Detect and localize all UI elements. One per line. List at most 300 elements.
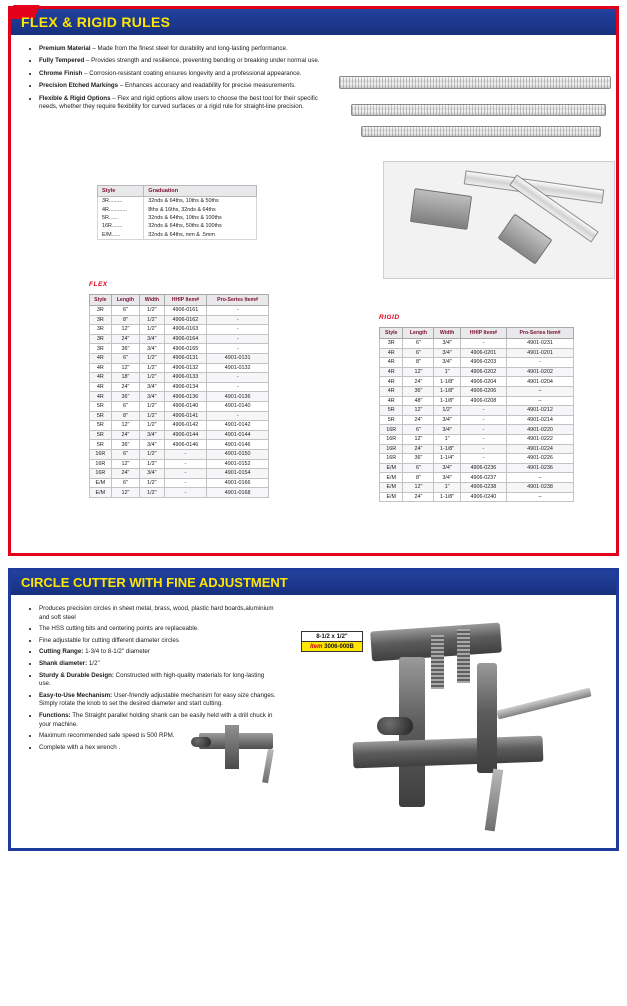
- table-row: [90, 325, 269, 335]
- cell-hhip: -: [164, 488, 207, 498]
- item-number: 3006-000B: [324, 643, 354, 650]
- cell-width: 1/2": [140, 459, 164, 469]
- bullet-text: – Corrosion-resistant coating ensures longevity and a professional appearance.: [82, 69, 302, 77]
- cell-width: 3/4": [434, 348, 460, 358]
- cell-length: 24": [403, 415, 434, 425]
- cell-length: 12": [111, 421, 140, 431]
- cell-width: 3/4": [140, 334, 164, 344]
- bullet-text: 1/2": [87, 659, 100, 667]
- cell-pro: 4901-0142: [207, 421, 269, 431]
- threaded-rod-2: [457, 629, 470, 683]
- table-row: [98, 222, 257, 230]
- cell-style: 5R: [90, 401, 112, 411]
- cell-length: 8": [403, 358, 434, 368]
- cell-style: 3R: [90, 315, 112, 325]
- cell-pro: -: [506, 358, 573, 368]
- cell-style: 4R: [380, 396, 403, 406]
- cell-length: 24": [403, 377, 434, 387]
- cell-style: 4R: [380, 348, 403, 358]
- bullet-lead: Precision Etched Markings: [39, 82, 119, 90]
- cell-hhip: 4906-0144: [164, 430, 207, 440]
- cell-style: 16R: [90, 459, 112, 469]
- bullet-lead: Flexible & Rigid Options: [39, 94, 111, 102]
- table-row: [380, 348, 574, 358]
- table-row: [380, 473, 574, 483]
- cell-width: 3/4": [434, 358, 460, 368]
- cell-style: E/M: [380, 482, 403, 492]
- cell-style: E/M: [380, 492, 403, 502]
- shank-rod: [496, 688, 591, 720]
- table-row: [90, 421, 269, 431]
- cell-length: 12": [403, 406, 434, 416]
- cell-pro: 4901-0226: [506, 454, 573, 464]
- bullet-lead: Fully Tempered: [39, 57, 85, 65]
- cell-style: 16R: [90, 469, 112, 479]
- cell-pro: 4901-0150: [207, 449, 269, 459]
- table-row: [90, 440, 269, 450]
- cell-hhip: 4906-0133: [164, 373, 207, 383]
- table-row: [380, 463, 574, 473]
- cell-style: 4R: [90, 373, 112, 383]
- cell-style: 5R......: [98, 214, 144, 222]
- cell-style: 16R: [380, 444, 403, 454]
- column-header-hhip-item: HHIP Item#: [460, 328, 506, 339]
- table-row: [380, 492, 574, 502]
- table-row: [90, 459, 269, 469]
- cell-pro: -: [207, 334, 269, 344]
- cell-style: 4R: [90, 382, 112, 392]
- bullet-text: User-friendly adjustable mechanism for easy size changes. Simply rotate the knob to set the desired diameter and start cutting.: [39, 691, 276, 708]
- bullet-text: – Provides strength and resilience, preventing bending or breaking under normal use.: [84, 57, 320, 65]
- style-graduation-table: [97, 185, 257, 240]
- cell-width: 3/4": [434, 425, 460, 435]
- cell-hhip: -: [460, 434, 506, 444]
- list-item: [39, 70, 327, 78]
- cell-hhip: 4906-0162: [164, 315, 207, 325]
- table-row: [90, 373, 269, 383]
- cell-width: 1-1/8": [434, 386, 460, 396]
- cell-hhip: -: [460, 339, 506, 349]
- cell-width: 1/2": [140, 478, 164, 488]
- cell-width: 3/4": [140, 344, 164, 354]
- cell-hhip: -: [164, 459, 207, 469]
- ruler-illustrations: [331, 64, 616, 159]
- cell-pro: 4901-0166: [207, 478, 269, 488]
- cell-pro: 4901-0132: [207, 363, 269, 373]
- combination-square-photo: [383, 161, 615, 279]
- cell-hhip: 4906-0141: [164, 411, 207, 421]
- cell-pro: 4901-0238: [506, 482, 573, 492]
- cell-width: 1/2": [140, 449, 164, 459]
- column-header-style: Style: [98, 186, 144, 197]
- column-header-hhip-item: HHIP Item#: [164, 295, 207, 306]
- cell-length: 36": [111, 344, 140, 354]
- cell-width: 1-1/8": [434, 492, 460, 502]
- cell-width: 1/2": [140, 488, 164, 498]
- cell-width: 1-1/8": [434, 377, 460, 387]
- cell-hhip: 4906-0201: [460, 348, 506, 358]
- cell-style: 5R: [90, 421, 112, 431]
- section-circle-cutter: [8, 568, 619, 851]
- cell-pro: -: [207, 315, 269, 325]
- rigid-rules-table: [379, 327, 574, 502]
- cell-length: 6": [403, 339, 434, 349]
- cell-width: 3/4": [140, 392, 164, 402]
- cell-pro: -: [207, 382, 269, 392]
- cell-pro: –: [506, 396, 573, 406]
- cell-length: 12": [111, 363, 140, 373]
- cell-pro: 4901-0201: [506, 348, 573, 358]
- cell-length: 36": [403, 454, 434, 464]
- table-row: [90, 478, 269, 488]
- cell-style: 3R: [90, 325, 112, 335]
- cell-pro: -: [207, 325, 269, 335]
- cell-pro: 4901-0136: [207, 392, 269, 402]
- cell-width: 1-1/4": [434, 454, 460, 464]
- cell-pro: 4901-0231: [506, 339, 573, 349]
- list-item: [39, 82, 327, 90]
- column-header-style: Style: [380, 328, 403, 339]
- steel-rule-image-2: [351, 104, 606, 116]
- column-header-length: Length: [111, 295, 140, 306]
- cell-hhip: 4906-0142: [164, 421, 207, 431]
- cell-hhip: 4906-0208: [460, 396, 506, 406]
- cell-width: 3/4": [140, 430, 164, 440]
- table-row: [90, 488, 269, 498]
- cell-length: 8": [111, 411, 140, 421]
- flex-rules-table: [89, 294, 269, 498]
- table-row: [98, 231, 257, 240]
- column-header-graduation: Graduation: [144, 186, 257, 197]
- cell-width: 3/4": [140, 382, 164, 392]
- cell-width: 1/2": [140, 325, 164, 335]
- cell-pro: 4901-0154: [207, 469, 269, 479]
- cell-hhip: -: [460, 454, 506, 464]
- small-cutter-knob: [191, 737, 211, 747]
- cell-width: 1/2": [140, 315, 164, 325]
- cell-length: 6": [403, 348, 434, 358]
- cell-hhip: -: [164, 469, 207, 479]
- column-header-width: Width: [140, 295, 164, 306]
- cell-hhip: 4906-0236: [460, 463, 506, 473]
- cell-hhip: 4906-0136: [164, 392, 207, 402]
- cell-width: 1/2": [140, 306, 164, 316]
- cell-pro: 4901-0140: [207, 401, 269, 411]
- cell-length: 12": [111, 459, 140, 469]
- cell-hhip: -: [460, 444, 506, 454]
- cell-style: 16R: [380, 454, 403, 464]
- cell-style: 4R: [380, 386, 403, 396]
- cell-length: 24": [403, 492, 434, 502]
- cell-style: 3R: [90, 306, 112, 316]
- cell-style: 3R: [380, 339, 403, 349]
- cutter-slide-block: [477, 663, 497, 773]
- cell-hhip: -: [164, 478, 207, 488]
- cell-style: 3R.........: [98, 197, 144, 206]
- cell-hhip: -: [460, 415, 506, 425]
- cell-style: E/M: [380, 473, 403, 483]
- cell-length: 12": [403, 367, 434, 377]
- column-header-length: Length: [403, 328, 434, 339]
- table-row: [380, 377, 574, 387]
- cell-width: 3/4": [434, 463, 460, 473]
- list-item: [39, 637, 277, 646]
- cell-width: 1/2": [140, 363, 164, 373]
- cell-width: 1/2": [434, 406, 460, 416]
- table-row: [380, 406, 574, 416]
- bullet-text: Produces precision circles in sheet metal, brass, wood, plastic hard boards,aluminium and soft steel: [39, 605, 274, 621]
- bullet-text: – Enhances accuracy and readability for precise measurements.: [118, 82, 296, 90]
- square-head-1: [410, 188, 472, 230]
- table-row: [90, 469, 269, 479]
- cell-hhip: 4906-0140: [164, 401, 207, 411]
- cell-style: 3R: [90, 334, 112, 344]
- spec-size: 8-1/2 x 1/2": [301, 631, 363, 642]
- cell-pro: 4901-0152: [207, 459, 269, 469]
- table-row: [380, 454, 574, 464]
- table-row: [98, 214, 257, 222]
- cell-pro: -: [207, 344, 269, 354]
- cell-style: 4R: [90, 363, 112, 373]
- cell-pro: –: [506, 492, 573, 502]
- cell-style: 5R: [380, 415, 403, 425]
- list-item: [39, 660, 277, 669]
- cell-length: 48": [403, 396, 434, 406]
- cell-length: 24": [111, 469, 140, 479]
- section1-bullets: [27, 45, 327, 115]
- cell-pro: 4901-0202: [506, 367, 573, 377]
- cell-length: 6": [403, 463, 434, 473]
- table-row: [90, 392, 269, 402]
- cell-hhip: 4906-0206: [460, 386, 506, 396]
- item-label: Item: [310, 643, 323, 650]
- cell-pro: 4901-0222: [506, 434, 573, 444]
- cell-width: 3/4": [434, 415, 460, 425]
- cell-width: 1": [434, 482, 460, 492]
- cell-style: E/M......: [98, 231, 144, 240]
- table-row: [90, 306, 269, 316]
- cell-style: 4R: [90, 353, 112, 363]
- cell-style: 4R: [90, 392, 112, 402]
- spec-item-number: [301, 642, 363, 652]
- cell-length: 6": [403, 425, 434, 435]
- column-header-proseries-item: Pro-Series Item#: [207, 295, 269, 306]
- cell-style: 5R: [380, 406, 403, 416]
- cutting-bit: [485, 769, 504, 832]
- bullet-lead: Functions:: [39, 711, 71, 719]
- cell-width: 1-1/8": [434, 444, 460, 454]
- list-item: [39, 672, 277, 689]
- cell-hhip: 4906-0203: [460, 358, 506, 368]
- cell-pro: 4901-0168: [207, 488, 269, 498]
- cell-pro: 4901-0146: [207, 440, 269, 450]
- cell-style: 5R: [90, 440, 112, 450]
- cell-length: 24": [111, 430, 140, 440]
- rigid-table-label: RIGID: [379, 314, 400, 321]
- section1-header-bar: [11, 9, 616, 35]
- list-item: [39, 648, 277, 657]
- bullet-lead: Shank diameter:: [39, 659, 88, 667]
- table-row: [90, 449, 269, 459]
- cell-width: 3/4": [434, 339, 460, 349]
- bullet-text: – Made from the finest steel for durability and long-lasting performance.: [90, 45, 288, 52]
- cell-style: 3R: [90, 344, 112, 354]
- cell-width: 3/4": [434, 473, 460, 483]
- table-header-row: [90, 295, 269, 306]
- section2-header-bar: [11, 571, 616, 595]
- cell-width: 3/4": [140, 440, 164, 450]
- cell-width: 1": [434, 434, 460, 444]
- table-row: [98, 197, 257, 206]
- cutter-arm-bottom: [353, 736, 544, 769]
- cell-hhip: 4906-0132: [164, 363, 207, 373]
- cell-pro: 4901-0214: [506, 415, 573, 425]
- cell-hhip: 4906-0204: [460, 377, 506, 387]
- cell-graduation: 8ths & 16ths, 32nds & 64ths: [144, 205, 257, 213]
- cell-pro: 4901-0131: [207, 353, 269, 363]
- bullet-text: Fine adjustable for cutting different diameter circles: [39, 636, 179, 644]
- table-row: [90, 344, 269, 354]
- cell-length: 12": [111, 325, 140, 335]
- table-row: [98, 205, 257, 213]
- cell-pro: 4901-0224: [506, 444, 573, 454]
- bullet-lead: Sturdy & Durable Design:: [39, 671, 114, 679]
- cell-style: 16R: [380, 434, 403, 444]
- cell-width: 1/2": [140, 401, 164, 411]
- cell-hhip: 4906-0163: [164, 325, 207, 335]
- cell-hhip: 4906-0238: [460, 482, 506, 492]
- flex-table-label: FLEX: [89, 281, 108, 288]
- list-item: [39, 625, 277, 634]
- threaded-rod-1: [431, 635, 444, 689]
- table-row: [90, 353, 269, 363]
- cell-width: 1/2": [140, 421, 164, 431]
- cell-graduation: 32nds & 64ths, 10ths & 50ths: [144, 197, 257, 206]
- column-header-proseries-item: Pro-Series Item#: [506, 328, 573, 339]
- cell-style: E/M: [90, 478, 112, 488]
- cell-length: 6": [111, 306, 140, 316]
- bullet-text: The Straight parallel holding shank can be easily held with a drill chuck in your machine.: [39, 711, 273, 728]
- cell-length: 24": [111, 382, 140, 392]
- cell-hhip: -: [460, 406, 506, 416]
- cell-length: 36": [403, 386, 434, 396]
- cell-graduation: 32nds & 64ths, 50ths & 100ths: [144, 222, 257, 230]
- square-head-2: [498, 214, 553, 265]
- cell-length: 6": [111, 449, 140, 459]
- cell-pro: 4901-0220: [506, 425, 573, 435]
- column-header-width: Width: [434, 328, 460, 339]
- cell-style: 4R: [380, 358, 403, 368]
- table-row: [380, 339, 574, 349]
- cell-length: 12": [403, 482, 434, 492]
- bullet-text: – Flex and rigid options allow users to choose the best tool for their specific needs, whether they require flexibility for curved surfaces or a rigid rule for straight-line precision.: [39, 94, 318, 111]
- cell-length: 24": [111, 334, 140, 344]
- list-item: [39, 95, 327, 112]
- cell-pro: –: [506, 386, 573, 396]
- cell-width: 3/4": [140, 469, 164, 479]
- cell-length: 6": [111, 353, 140, 363]
- cell-hhip: -: [164, 449, 207, 459]
- cell-style: E/M: [90, 488, 112, 498]
- table-row: [380, 396, 574, 406]
- section1-title: FLEX & RIGID RULES: [21, 14, 171, 30]
- bullet-text: 1-3/4 to 8-1/2" diameter: [83, 648, 150, 656]
- table-row: [380, 358, 574, 368]
- cell-width: 1/2": [140, 353, 164, 363]
- cell-hhip: 4906-0165: [164, 344, 207, 354]
- ruler-ticks: [362, 127, 600, 136]
- bullet-lead: Easy-to-Use Mechanism:: [39, 691, 113, 699]
- cell-hhip: 4906-0240: [460, 492, 506, 502]
- cell-hhip: 4906-0146: [164, 440, 207, 450]
- cell-length: 36": [111, 392, 140, 402]
- cell-pro: -: [207, 411, 269, 421]
- cell-style: 5R: [90, 411, 112, 421]
- bullet-lead: Premium Material: [39, 45, 91, 52]
- cell-length: 8": [111, 315, 140, 325]
- table-row: [90, 334, 269, 344]
- cell-width: 1-1/8": [434, 396, 460, 406]
- cell-width: 1": [434, 367, 460, 377]
- table-row: [90, 363, 269, 373]
- cell-pro: 4901-0144: [207, 430, 269, 440]
- bullet-text: Maximum recommended safe speed is 500 RPM.: [39, 732, 175, 740]
- cell-length: 24": [403, 444, 434, 454]
- list-item: [39, 605, 277, 622]
- cell-style: 4R: [380, 367, 403, 377]
- cell-hhip: 4906-0161: [164, 306, 207, 316]
- list-item: [39, 692, 277, 709]
- cell-style: E/M: [380, 463, 403, 473]
- cell-width: 1/2": [140, 411, 164, 421]
- cell-style: 16R: [90, 449, 112, 459]
- cell-pro: -: [207, 306, 269, 316]
- cell-length: 8": [403, 473, 434, 483]
- circle-cutter-photo-small: [181, 711, 311, 801]
- cell-length: 6": [111, 401, 140, 411]
- cell-length: 12": [111, 488, 140, 498]
- table-row: [380, 444, 574, 454]
- adjustment-knob: [377, 717, 413, 735]
- cell-length: 12": [403, 434, 434, 444]
- ruler-ticks: [340, 77, 610, 88]
- bullet-lead: Cutting Range:: [39, 648, 84, 656]
- small-cutter-column: [225, 725, 239, 769]
- table-row: [90, 401, 269, 411]
- cell-pro: 4901-0236: [506, 463, 573, 473]
- table-row: [380, 482, 574, 492]
- bullet-text: Complete with a hex wrench .: [39, 743, 121, 751]
- ruler-ticks: [352, 105, 605, 115]
- cell-hhip: 4906-0237: [460, 473, 506, 483]
- bullet-lead: Chrome Finish: [39, 69, 83, 77]
- cell-pro: 4901-0204: [506, 377, 573, 387]
- cell-style: 4R: [380, 377, 403, 387]
- table-header-row: [98, 186, 257, 197]
- table-row: [90, 430, 269, 440]
- cell-style: 16R: [380, 425, 403, 435]
- small-cutter-bit: [262, 749, 274, 784]
- table-row: [380, 367, 574, 377]
- cell-style: 16R.......: [98, 222, 144, 230]
- cell-length: 6": [111, 478, 140, 488]
- cell-hhip: 4906-0131: [164, 353, 207, 363]
- table-row: [380, 434, 574, 444]
- bullet-text: The HSS cutting bits and centering points are replaceable.: [39, 625, 199, 633]
- table-row: [380, 386, 574, 396]
- cell-hhip: 4906-0164: [164, 334, 207, 344]
- cell-width: 1/2": [140, 373, 164, 383]
